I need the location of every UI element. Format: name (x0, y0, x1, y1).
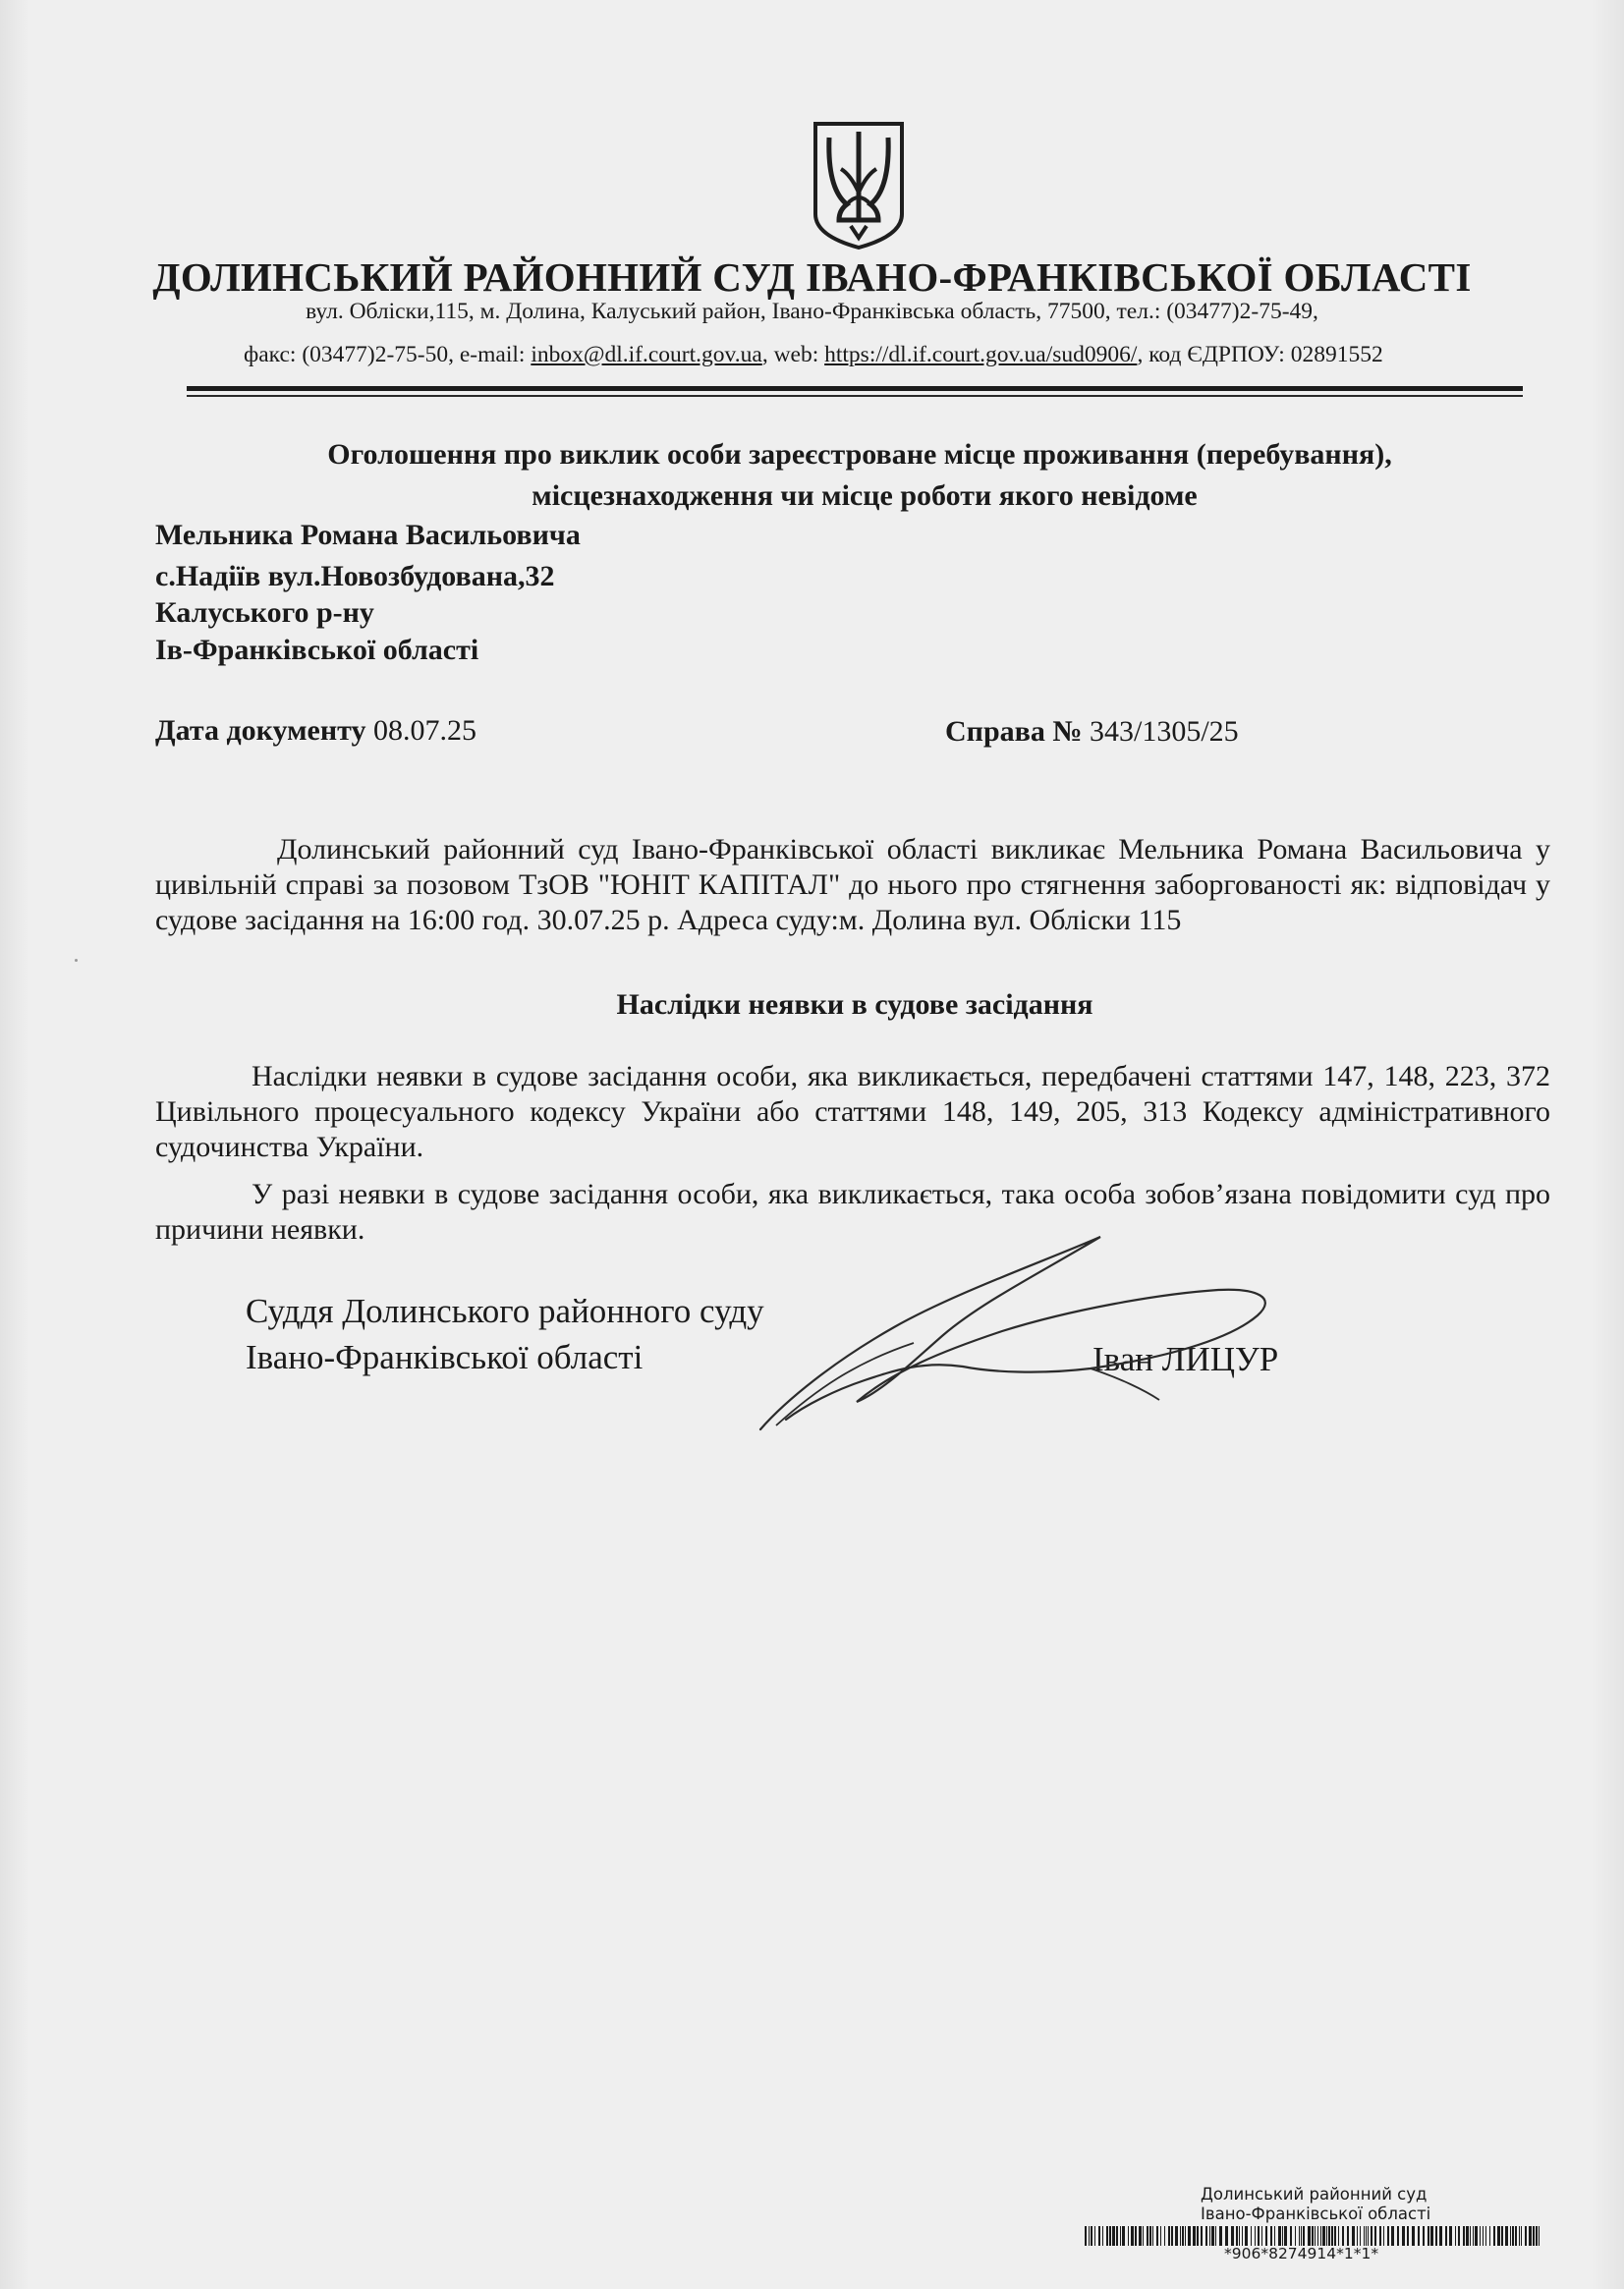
edrpou-code: , код ЄДРПОУ: 02891552 (1137, 342, 1383, 367)
addressee-region: Ів-Франківської області (155, 634, 479, 666)
stamp-court-line1: Долинський районний суд (1201, 2185, 1428, 2204)
web-prefix: , web: (761, 342, 825, 367)
notice-title-line2: місцезнаходження чи місце роботи якого невідоме (532, 479, 1198, 512)
consequences-paragraph: Наслідки неявки в судове засідання особи, яка викликається, передбачені статтями 147, 148, 223, 372 Цивільного процесуального кодексу України або статтями 148, 149, 205, 313 Кодексу адміністративного судочинства України. (155, 1060, 1550, 1163)
date-label: Дата документу (155, 714, 366, 747)
judge-title-line2: Івано-Франківської області (246, 1338, 644, 1376)
stamp-court-line2: Івано-Франківської області (1201, 2205, 1431, 2223)
case-label: Справа № (945, 715, 1083, 748)
header-divider-thin (187, 395, 1523, 397)
consequences-heading: Наслідки неявки в судове засідання (616, 988, 1093, 1021)
barcode (1085, 2226, 1544, 2246)
scan-speck (75, 959, 78, 962)
fax-text: факс: (03477)2-75-50, e-mail: (244, 342, 532, 367)
website-link[interactable]: https://dl.if.court.gov.ua/sud0906/ (824, 342, 1138, 367)
document-date (155, 714, 476, 748)
addressee-street: с.Надіїв вул.Новозбудована,32 (155, 560, 555, 592)
notify-paragraph: У разі неявки в судове засідання особи, яка викликається, така особа зобов’язана повідомити суд про причини неявки. (155, 1178, 1550, 1246)
date-value: 08.07.25 (372, 714, 476, 747)
court-address: вул. Обліски,115, м. Долина, Калуський район, Івано-Франківська область, 77500, тел.: (03477)2-75-49, (306, 299, 1318, 324)
header-divider-thick (187, 386, 1523, 391)
summons-paragraph: Долинський районний суд Івано-Франківської області викликає Мельника Романа Васильовича у цивільній справі за позовом ТзОВ "ЮНІТ КАПІТАЛ" до нього про стягнення заборгованості як: відповідач у судове засідання на 16:00 год. 30.07.25 р. Адреса суду:м. Долина вул. Обліски 115 (155, 833, 1550, 936)
judge-title-line1: Суддя Долинського районного суду (246, 1292, 764, 1330)
notice-title-line1: Оголошення про виклик особи зареєстроване місце проживання (перебування), (327, 438, 1392, 471)
judge-name: Іван ЛИЦУР (1092, 1340, 1279, 1378)
barcode-number: *906*8274914*1*1* (1224, 2245, 1379, 2262)
coat-of-arms-trident-icon (812, 120, 906, 251)
email-link[interactable]: inbox@dl.if.court.gov.ua (531, 342, 762, 367)
court-contacts (244, 342, 1383, 368)
handwritten-signature (747, 1233, 1297, 1439)
addressee-district: Калуського р-ну (155, 596, 374, 629)
case-number (945, 715, 1239, 749)
addressee-name: Мельника Романа Васильовича (155, 519, 581, 551)
court-name: ДОЛИНСЬКИЙ РАЙОННИЙ СУД ІВАНО-ФРАНКІВСЬКОЇ ОБЛАСТІ (152, 254, 1472, 300)
case-value: 343/1305/25 (1089, 715, 1239, 748)
